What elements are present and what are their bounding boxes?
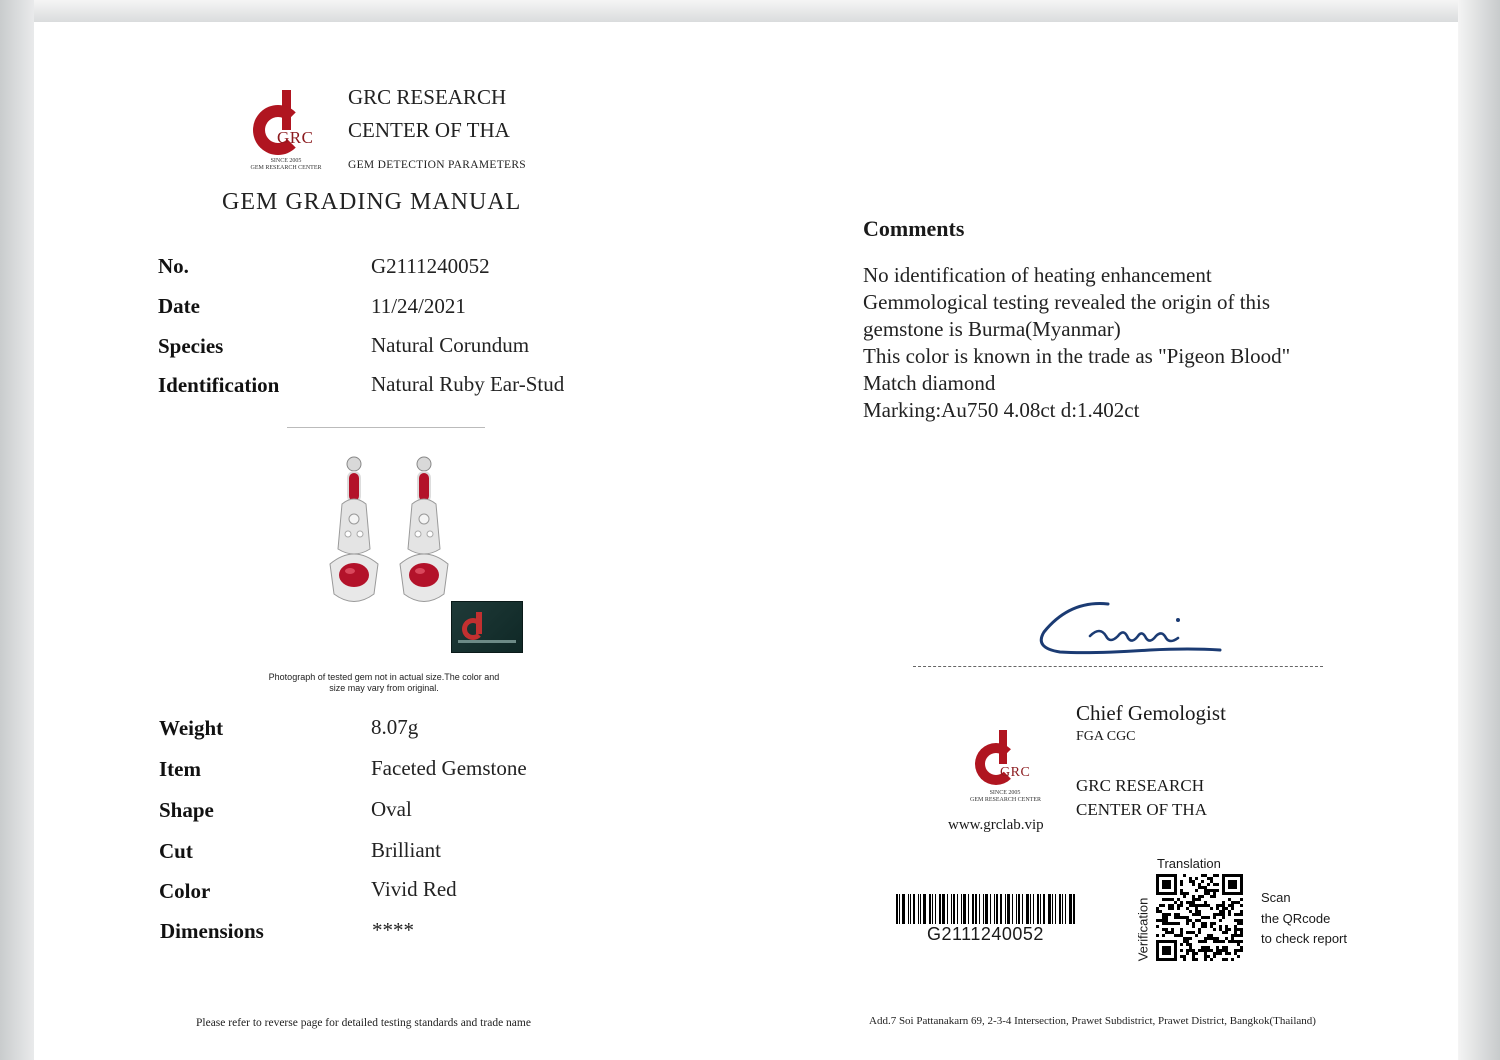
header-org-line2: CENTER OF THA	[348, 118, 510, 142]
barcode-bar	[975, 894, 977, 924]
qr-translation-label: Translation	[1157, 856, 1221, 871]
label-item: Item	[159, 757, 201, 781]
value-identification: Natural Ruby Ear-Stud	[371, 372, 565, 396]
barcode-bar	[961, 894, 962, 924]
label-dimensions: Dimensions	[160, 919, 264, 943]
value-color: Vivid Red	[371, 877, 457, 901]
barcode-bar	[1065, 894, 1066, 924]
logo-since-small: SINCE 2005 GEM RESEARCH CENTER	[970, 790, 1042, 803]
value-shape: Oval	[371, 797, 412, 821]
barcode-bar	[920, 894, 921, 924]
barcode-bar	[1043, 894, 1045, 924]
barcode-number: G2111240052	[927, 924, 1044, 944]
label-identification: Identification	[158, 373, 280, 397]
barcode-bar	[1022, 894, 1023, 924]
barcode-bar	[957, 894, 958, 924]
barcode-bar	[935, 894, 936, 924]
barcode-bar	[1026, 894, 1029, 924]
header-subtitle: GEM DETECTION PARAMETERS	[348, 159, 527, 171]
signer-org-line1: GRC RESEARCH	[1076, 776, 1204, 795]
certificate-card	[34, 22, 1458, 1060]
qr-code	[1156, 874, 1246, 962]
value-number: G2111240052	[371, 254, 490, 278]
barcode-bar	[910, 894, 911, 924]
comment-line: gemstone is Burma(Myanmar)	[863, 317, 1121, 341]
comment-line: Gemmological testing revealed the origin of this	[863, 290, 1271, 314]
barcode-bar	[1012, 894, 1013, 924]
comments-title: Comments	[863, 216, 965, 241]
comment-line: No identification of heating enhancement	[863, 263, 1212, 287]
signer-role: Chief Gemologist	[1076, 701, 1226, 725]
barcode-bar	[1062, 894, 1063, 924]
comment-line: Match diamond	[863, 371, 996, 395]
logo-text: GRC	[277, 128, 314, 147]
photo-caption: Photograph of tested gem not in actual size.The color and size may vary from original.	[268, 672, 500, 693]
value-date: 11/24/2021	[371, 294, 466, 318]
barcode-bar	[963, 894, 966, 924]
signature-line	[913, 666, 1323, 667]
barcode-bar	[939, 894, 941, 924]
sleeve-top-edge	[0, 0, 1500, 22]
footer-right: Add.7 Soi Pattanakarn 69, 2-3-4 Intersection, Prawet Subdistrict, Prawet District, Bangkok(Thailand)	[869, 1015, 1316, 1027]
grc-tag-card	[451, 601, 523, 653]
barcode-bar	[1059, 894, 1061, 924]
label-cut: Cut	[159, 839, 193, 863]
website: www.grclab.vip	[948, 817, 1044, 833]
barcode-bar	[994, 894, 995, 924]
sleeve-right-edge	[1458, 0, 1500, 1060]
label-color: Color	[159, 879, 211, 903]
barcode-bar	[1052, 894, 1053, 924]
value-dimensions: ****	[372, 918, 414, 942]
barcode-bar	[990, 894, 991, 924]
barcode-bar	[983, 894, 984, 924]
barcode-bar	[1073, 894, 1075, 924]
qr-scan-instructions: Scan the QRcode to check report	[1261, 890, 1347, 946]
barcode-bar	[899, 894, 900, 924]
barcode-bar	[1018, 894, 1020, 924]
barcode-bar	[896, 894, 898, 924]
barcode-bar	[918, 894, 919, 924]
barcode-bar	[953, 894, 955, 924]
header-org-line1: GRC RESEARCH	[348, 85, 507, 109]
barcode-bar	[1000, 894, 1002, 924]
comment-line: Marking:Au750 4.08ct d:1.402ct	[863, 398, 1140, 422]
barcode-bar	[913, 894, 915, 924]
barcode-bar	[951, 894, 952, 924]
barcode-bar	[972, 894, 974, 924]
earring-photo	[324, 454, 454, 610]
barcode-bar	[908, 894, 909, 924]
qr-verification-label: Verification	[1135, 897, 1151, 962]
barcode-bar	[923, 894, 926, 924]
signature	[1030, 592, 1230, 662]
barcode-bar	[1055, 894, 1056, 924]
barcode-bar	[1048, 894, 1051, 924]
comments-body	[863, 262, 1290, 424]
barcode-bar	[985, 894, 988, 924]
barcode-bar	[1033, 894, 1034, 924]
barcode-bar	[1069, 894, 1072, 924]
barcode-bar	[1037, 894, 1039, 924]
value-species: Natural Corundum	[371, 333, 530, 357]
barcode-bar	[1040, 894, 1041, 924]
manual-title: GEM GRADING MANUAL	[222, 189, 522, 215]
barcode-bar	[996, 894, 998, 924]
signer-org-line2: CENTER OF THA	[1076, 800, 1207, 819]
sleeve-left-edge	[0, 0, 34, 1060]
label-number: No.	[158, 254, 189, 278]
logo-text-small: GRC	[1000, 765, 1031, 780]
label-date: Date	[158, 294, 200, 318]
grc-logo-small	[970, 728, 1042, 808]
barcode-bar	[979, 894, 980, 924]
barcode-bar	[932, 894, 933, 924]
grc-logo	[250, 88, 330, 174]
barcode-bar	[1005, 894, 1006, 924]
logo-since: SINCE 2005 GEM RESEARCH CENTER	[250, 158, 322, 171]
barcode	[896, 894, 1086, 924]
barcode-bar	[929, 894, 931, 924]
barcode-bar	[1007, 894, 1010, 924]
label-shape: Shape	[159, 798, 214, 822]
barcode-bar	[1016, 894, 1017, 924]
footer-left: Please refer to reverse page for detailed testing standards and trade name	[196, 1017, 531, 1029]
label-species: Species	[158, 334, 224, 358]
value-cut: Brilliant	[371, 838, 441, 862]
comment-line: This color is known in the trade as "Pigeon Blood"	[863, 344, 1291, 368]
barcode-bar	[1030, 894, 1031, 924]
value-weight: 8.07g	[371, 715, 419, 739]
divider	[287, 427, 485, 428]
barcode-bar	[942, 894, 945, 924]
barcode-bar	[947, 894, 948, 924]
label-weight: Weight	[159, 716, 224, 740]
barcode-bar	[968, 894, 969, 924]
barcode-bar	[902, 894, 905, 924]
value-item: Faceted Gemstone	[371, 756, 527, 780]
signer-credentials: FGA CGC	[1076, 729, 1136, 744]
